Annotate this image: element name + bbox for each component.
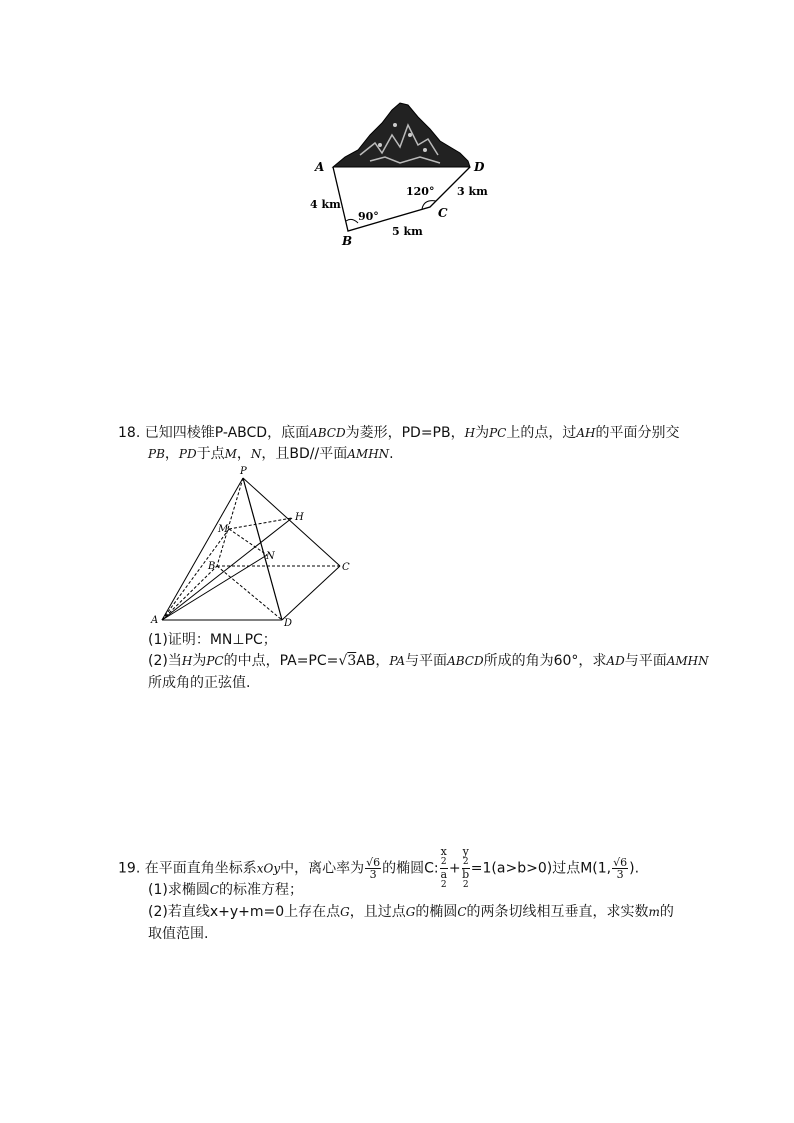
point-label-b: B (342, 234, 353, 248)
q18-text: 为 (475, 425, 490, 441)
q18-var: PC (206, 654, 224, 668)
q18-text: 与平面 (624, 653, 667, 669)
q18-part1-text: (1)证明：MN⊥PC； (148, 632, 277, 648)
q18-var: N (250, 447, 262, 461)
vertex-label-d: D (284, 618, 293, 629)
q18-var: AMHN (666, 654, 709, 668)
point-label-d: D (474, 160, 485, 174)
q18-var: ABCD (309, 426, 346, 440)
route-abcd (333, 167, 470, 231)
dimension-ab: 4 km (310, 198, 341, 211)
vertex-label-p: P (240, 466, 247, 477)
q19-text: 在平面直角坐标系 (144, 860, 257, 877)
q18-var: AD (606, 654, 625, 668)
q19-var: G (340, 905, 350, 919)
q18-text: 为 (192, 653, 207, 669)
q19-text: 的椭圆C: (382, 860, 439, 877)
vertex-label-a: A (151, 615, 159, 626)
vertex-label-h: H (295, 512, 304, 523)
q18-text: AB， (356, 653, 390, 669)
q19-text: ，且过点 (349, 904, 406, 920)
q18-var: H (464, 426, 476, 440)
q18-text: ， (236, 446, 251, 462)
fraction-sqrt6-over-3: $\frac{√6}{3}$ (366, 856, 381, 881)
q19-text: ). (629, 860, 640, 877)
q18-var: H (181, 654, 193, 668)
q18-text: 上的点，过 (506, 425, 577, 441)
q18-text: . (389, 446, 394, 462)
dimension-bc: 5 km (392, 225, 423, 238)
q18-text: 与平面 (405, 653, 448, 669)
q18-text: 所成的角为60°，求 (483, 653, 607, 669)
fraction-sqrt6-over-3-point: $\frac{√6}{3}$ (613, 856, 628, 881)
q19-var: C (457, 905, 467, 919)
q19-text: 中，离心率为 (280, 860, 365, 877)
q18-text: 所成角的正弦值. (148, 675, 251, 691)
q18-text: ， (164, 446, 179, 462)
q18-text: 的平面分别交 (595, 425, 680, 441)
q19-part2-line1 (148, 902, 674, 922)
q19-text: 的两条切线相互垂直，求实数 (466, 904, 649, 920)
q18-number: 18. (118, 425, 141, 441)
pyramid-figure (145, 465, 360, 630)
q19-var: C (209, 883, 220, 897)
sqrt-value: 3 (347, 653, 357, 669)
sqrt-symbol: √ (338, 653, 348, 669)
q19-text: =1(a>b>0)过点M(1, (470, 860, 612, 877)
q19-line1: 19. 在平面直角坐标系xOy中，离心率为 $\frac{√6}{3}$ 的椭圆C: x 2 a 2 + y 2 b 2 =1(a>b>0)过点M(1, $\frac{√6}{3}$ ). (118, 845, 640, 890)
q18-text: (2)当 (148, 653, 182, 669)
q18-part2-line2 (148, 673, 250, 693)
q18-text: 为菱形，PD=PB， (345, 425, 465, 441)
angle-b-arc (346, 219, 358, 223)
angle-b-label: 90° (358, 210, 379, 223)
q18-text: 的中点，PA=PC= (223, 653, 339, 669)
q19-text: 取值范围. (148, 926, 209, 942)
q18-line1 (118, 423, 679, 443)
q19-text: (2)若直线x+y+m=0上存在点 (148, 904, 341, 920)
q18-text: 于点 (196, 446, 225, 462)
q18-var: PC (489, 426, 507, 440)
q19-var: xOy (256, 861, 281, 876)
q19-part1 (148, 880, 303, 900)
q18-var: PA (389, 654, 406, 668)
point-label-c: C (438, 206, 448, 220)
vertex-label-n: N (266, 551, 275, 562)
q18-text: 已知四棱锥P-ABCD，底面 (144, 425, 310, 441)
q19-part2-line2 (148, 924, 208, 944)
q18-line2 (148, 444, 394, 464)
mountain-route-figure (300, 95, 500, 255)
vertex-label-m: M (218, 524, 229, 535)
angle-c-label: 120° (406, 185, 435, 198)
fraction-y2-over-b2: y 2 b 2 (462, 845, 470, 890)
q19-text: (1)求椭圆 (148, 882, 210, 898)
q18-part2-line1 (148, 651, 709, 671)
fraction-x2-over-a2: x 2 a 2 (440, 845, 448, 890)
q19-text: 的 (659, 904, 674, 920)
q18-var: AH (576, 426, 596, 440)
q19-text: 的椭圆 (415, 904, 458, 920)
q18-var: ABCD (447, 654, 484, 668)
q18-part1 (148, 630, 277, 650)
dimension-cd: 3 km (457, 185, 488, 198)
q18-var: M (224, 447, 237, 461)
q19-text: 的标准方程； (219, 882, 304, 898)
vertex-label-b: B (208, 561, 216, 572)
q18-var: AMHN (347, 447, 390, 461)
mountain-shape (333, 103, 470, 167)
q19-number: 19. (118, 860, 141, 877)
q19-var: m (648, 905, 660, 919)
q18-text: ，且BD//平面 (261, 446, 348, 462)
point-label-a: A (315, 160, 325, 174)
q19-var: G (405, 905, 416, 919)
q18-var: PB (148, 447, 165, 461)
q18-var: PD (178, 447, 197, 461)
vertex-label-c: C (342, 562, 350, 573)
